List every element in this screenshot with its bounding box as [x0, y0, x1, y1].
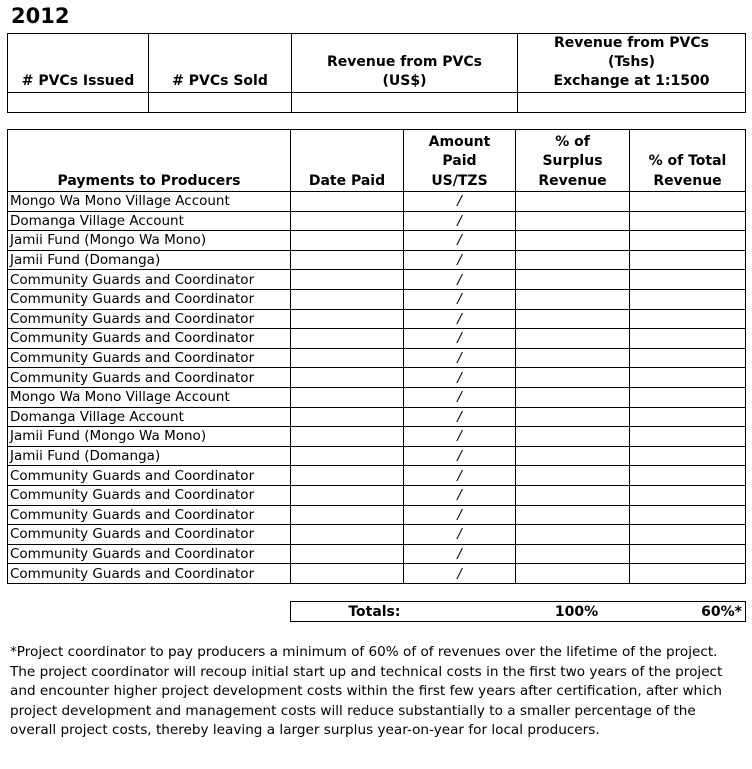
pct-surplus-cell[interactable] [516, 505, 630, 525]
date-paid-cell[interactable] [291, 525, 404, 545]
date-paid-cell[interactable] [291, 368, 404, 388]
header-date-paid: Date Paid [291, 130, 404, 192]
header-pvcs-sold: # PVCs Sold [149, 34, 292, 93]
amount-paid-cell[interactable]: / [404, 485, 516, 505]
pct-surplus-cell[interactable] [516, 192, 630, 212]
payee-name: Domanga Village Account [8, 407, 291, 427]
pct-total-cell[interactable] [630, 427, 746, 447]
date-paid-cell[interactable] [291, 466, 404, 486]
pct-total-cell[interactable] [630, 407, 746, 427]
table-row [8, 192, 746, 212]
payee-name: Community Guards and Coordinator [8, 525, 291, 545]
payee-name: Jamii Fund (Mongo Wa Mono) [8, 427, 291, 447]
footnote: *Project coordinator to pay producers a minimum of 60% of of revenues over the lifetime of the project. The project coordinator will recoup initial start up and technical costs in the first two years of the project and encounter higher project development costs within the first few years after certification, after which project development and management costs will reduce substantially to a smaller percentage of the overall project costs, thereby leaving a larger surplus year-on-year for local producers. [10, 644, 723, 738]
pct-surplus-cell[interactable] [516, 564, 630, 584]
pct-total-cell[interactable] [630, 329, 746, 349]
pct-total-cell[interactable] [630, 270, 746, 290]
amount-paid-cell[interactable]: / [404, 387, 516, 407]
pct-total-cell[interactable] [630, 289, 746, 309]
pct-surplus-cell[interactable] [516, 309, 630, 329]
totals-spacer [403, 602, 507, 622]
pvcs-sold-cell[interactable] [149, 93, 292, 113]
pct-total-cell[interactable] [630, 348, 746, 368]
date-paid-cell[interactable] [291, 211, 404, 231]
totals-label: Totals: [291, 602, 403, 622]
table-row [8, 289, 746, 309]
amount-paid-cell[interactable]: / [404, 231, 516, 251]
date-paid-cell[interactable] [291, 309, 404, 329]
header-revenue-tshs: Revenue from PVCs (Tshs) Exchange at 1:1500 [518, 34, 746, 93]
amount-paid-cell[interactable]: / [404, 427, 516, 447]
date-paid-cell[interactable] [291, 427, 404, 447]
pvc-data-row [8, 93, 746, 113]
pct-total-cell[interactable] [630, 387, 746, 407]
amount-paid-cell[interactable]: / [404, 250, 516, 270]
pct-total-cell[interactable] [630, 309, 746, 329]
table-row [8, 211, 746, 231]
payee-name: Community Guards and Coordinator [8, 289, 291, 309]
payee-name: Mongo Wa Mono Village Account [8, 387, 291, 407]
payee-name: Jamii Fund (Mongo Wa Mono) [8, 231, 291, 251]
pvcs-issued-cell[interactable] [8, 93, 149, 113]
payee-name: Community Guards and Coordinator [8, 270, 291, 290]
amount-paid-cell[interactable]: / [404, 211, 516, 231]
payments-header-row [8, 130, 746, 192]
pct-surplus-cell[interactable] [516, 270, 630, 290]
totals-surplus-pct: 100% [507, 602, 621, 622]
pct-total-cell[interactable] [630, 231, 746, 251]
date-paid-cell[interactable] [291, 387, 404, 407]
table-row [8, 446, 746, 466]
date-paid-cell[interactable] [291, 348, 404, 368]
revenue-tshs-cell[interactable] [518, 93, 746, 113]
table-row [8, 231, 746, 251]
header-payments-to-producers: Payments to Producers [8, 130, 291, 192]
payee-name: Domanga Village Account [8, 211, 291, 231]
table-row [8, 564, 746, 584]
pct-surplus-cell[interactable] [516, 289, 630, 309]
date-paid-cell[interactable] [291, 270, 404, 290]
payee-name: Mongo Wa Mono Village Account [8, 192, 291, 212]
pct-surplus-cell[interactable] [516, 407, 630, 427]
pct-total-cell[interactable] [630, 485, 746, 505]
pct-total-cell[interactable] [630, 564, 746, 584]
pct-surplus-cell[interactable] [516, 387, 630, 407]
amount-paid-cell[interactable]: / [404, 564, 516, 584]
pct-total-cell[interactable] [630, 368, 746, 388]
table-row [8, 525, 746, 545]
pct-total-cell[interactable] [630, 211, 746, 231]
table-row [8, 270, 746, 290]
date-paid-cell[interactable] [291, 485, 404, 505]
table-row [8, 544, 746, 564]
pvc-header-row [8, 34, 746, 93]
date-paid-cell[interactable] [291, 289, 404, 309]
totals-row-table [290, 601, 746, 622]
table-row [8, 250, 746, 270]
pct-total-cell[interactable] [630, 192, 746, 212]
payee-name: Community Guards and Coordinator [8, 485, 291, 505]
payee-name: Community Guards and Coordinator [8, 368, 291, 388]
payee-name: Community Guards and Coordinator [8, 348, 291, 368]
pct-surplus-cell[interactable] [516, 485, 630, 505]
amount-paid-cell[interactable]: / [404, 192, 516, 212]
date-paid-cell[interactable] [291, 564, 404, 584]
amount-paid-cell[interactable]: / [404, 525, 516, 545]
payee-name: Community Guards and Coordinator [8, 505, 291, 525]
amount-paid-cell[interactable]: / [404, 466, 516, 486]
header-pvcs-issued: # PVCs Issued [8, 34, 149, 93]
pct-total-cell[interactable] [630, 446, 746, 466]
pct-surplus-cell[interactable] [516, 544, 630, 564]
table-row [8, 348, 746, 368]
pct-surplus-cell[interactable] [516, 466, 630, 486]
table-row [8, 466, 746, 486]
amount-paid-cell[interactable]: / [404, 348, 516, 368]
pct-total-cell[interactable] [630, 544, 746, 564]
amount-paid-cell[interactable]: / [404, 309, 516, 329]
header-pct-surplus: % of Surplus Revenue [516, 130, 630, 192]
pct-surplus-cell[interactable] [516, 525, 630, 545]
table-row [8, 387, 746, 407]
date-paid-cell[interactable] [291, 407, 404, 427]
pct-total-cell[interactable] [630, 525, 746, 545]
payee-name: Community Guards and Coordinator [8, 329, 291, 349]
date-paid-cell[interactable] [291, 505, 404, 525]
totals-total-pct: 60%* [621, 602, 746, 622]
header-revenue-usd: Revenue from PVCs (US$) [292, 34, 518, 93]
table-row [8, 407, 746, 427]
table-row [8, 368, 746, 388]
pct-total-cell[interactable] [630, 466, 746, 486]
date-paid-cell[interactable] [291, 250, 404, 270]
table-row [8, 485, 746, 505]
date-paid-cell[interactable] [291, 231, 404, 251]
pct-surplus-cell[interactable] [516, 368, 630, 388]
year-heading: 2012 [11, 4, 70, 28]
revenue-usd-cell[interactable] [292, 93, 518, 113]
amount-paid-cell[interactable]: / [404, 407, 516, 427]
table-row [8, 329, 746, 349]
payee-name: Jamii Fund (Domanga) [8, 250, 291, 270]
date-paid-cell[interactable] [291, 544, 404, 564]
amount-paid-cell[interactable]: / [404, 270, 516, 290]
pct-surplus-cell[interactable] [516, 446, 630, 466]
date-paid-cell[interactable] [291, 192, 404, 212]
payee-name: Jamii Fund (Domanga) [8, 446, 291, 466]
date-paid-cell[interactable] [291, 329, 404, 349]
amount-paid-cell[interactable]: / [404, 329, 516, 349]
payee-name: Community Guards and Coordinator [8, 564, 291, 584]
amount-paid-cell[interactable]: / [404, 544, 516, 564]
payee-name: Community Guards and Coordinator [8, 466, 291, 486]
table-row [8, 427, 746, 447]
pct-surplus-cell[interactable] [516, 329, 630, 349]
header-amount-paid: Amount Paid US/TZS [404, 130, 516, 192]
payments-body [8, 192, 746, 584]
amount-paid-cell[interactable]: / [404, 368, 516, 388]
pct-surplus-cell[interactable] [516, 231, 630, 251]
pvc-summary-table [7, 33, 746, 113]
payee-name: Community Guards and Coordinator [8, 309, 291, 329]
pct-total-cell[interactable] [630, 250, 746, 270]
table-row [8, 505, 746, 525]
pct-surplus-cell[interactable] [516, 348, 630, 368]
pct-surplus-cell[interactable] [516, 427, 630, 447]
totals-row [291, 602, 746, 622]
pct-surplus-cell[interactable] [516, 211, 630, 231]
amount-paid-cell[interactable]: / [404, 446, 516, 466]
amount-paid-cell[interactable]: / [404, 505, 516, 525]
pct-surplus-cell[interactable] [516, 250, 630, 270]
table-row [8, 309, 746, 329]
header-pct-total: % of Total Revenue [630, 130, 746, 192]
amount-paid-cell[interactable]: / [404, 289, 516, 309]
date-paid-cell[interactable] [291, 446, 404, 466]
payments-table [7, 129, 746, 584]
pct-total-cell[interactable] [630, 505, 746, 525]
payee-name: Community Guards and Coordinator [8, 544, 291, 564]
